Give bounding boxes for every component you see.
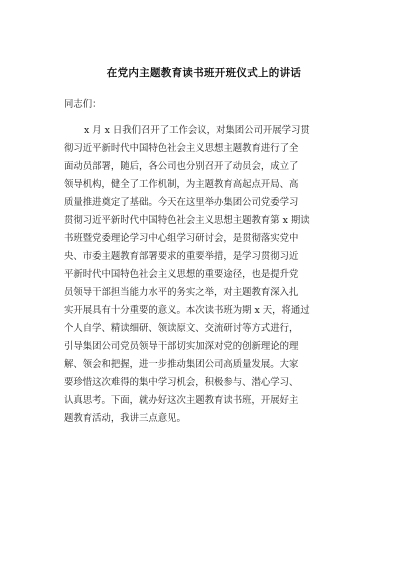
paragraph-line: 平新时代中国特色社会主义思想的重要途径，也是提升党 (64, 269, 299, 280)
paragraph-line: 要珍惜这次难得的集中学习机会，积极参与、潜心学习、 (64, 377, 299, 388)
paragraph-line: 题教育活动，我讲三点意见。 (64, 413, 186, 424)
paragraph-line: 员领导干部担当能力水平的务实之举，对主题教育深入扎 (64, 287, 299, 298)
paragraph-line: 书班暨党委理论学习中心组学习研讨会，是贯彻落实党中 (64, 233, 299, 244)
paragraph-line: 解、领会和把握，进一步推动集团公司高质量发展。大家 (64, 359, 299, 370)
paragraph-line: 实开展具有十分重要的意义。本次读书班为期 x 天，将通过 (64, 305, 310, 316)
paragraph-line: 面动员部署，随后，各公司也分别召开了动员会，成立了 (64, 161, 299, 172)
paragraph-line: x 月 x 日我们召开了工作会议，对集团公司开展学习贯 (84, 125, 310, 136)
paragraph-line: 质量推进奠定了基础。今天在这里举办集团公司党委学习 (64, 197, 299, 208)
paragraph-line: 引导集团公司党员领导干部切实加深对党的创新理论的理 (64, 341, 299, 352)
paragraph-line: 贯彻习近平新时代中国特色社会主义思想主题教育第 x 期读 (64, 215, 310, 226)
salutation: 同志们： (64, 99, 102, 110)
body-paragraph (64, 122, 350, 428)
paragraph-line: 央、市委主题教育部署要求的重要举措，是学习贯彻习近 (64, 251, 299, 262)
paragraph-line: 领导机构，健全了工作机制，为主题教育高起点开局、高 (64, 179, 299, 190)
document-title: 在党内主题教育读书班开班仪式上的讲话 (106, 67, 302, 79)
paragraph-line: 认真思考。下面，就办好这次主题教育读书班，开展好主 (64, 395, 299, 406)
paragraph-line: 彻习近平新时代中国特色社会主义思想主题教育进行了全 (64, 143, 299, 154)
paragraph-line: 个人自学、精读细研、领读原文、交流研讨等方式进行， (64, 323, 299, 334)
